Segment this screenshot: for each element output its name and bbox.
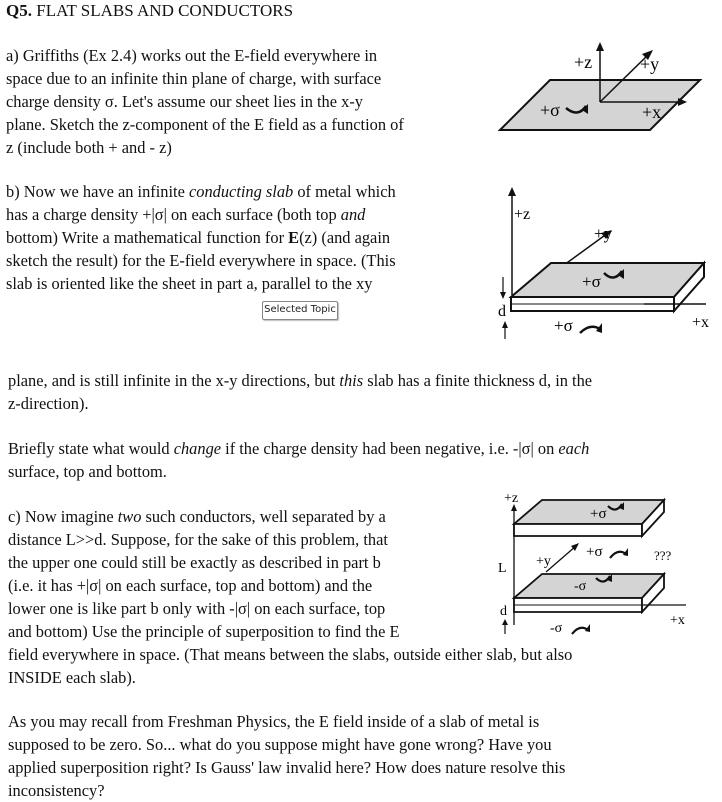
unknown-label: ??? <box>654 548 672 563</box>
separation-label: L <box>498 561 507 576</box>
sheet-figure <box>490 40 715 140</box>
sigma-lower-bottom-label: -σ <box>550 621 563 636</box>
two-slabs-figure <box>494 490 719 640</box>
sigma-top-label: +σ <box>582 272 601 291</box>
sigma-bottom-label: +σ <box>554 316 573 335</box>
slab-figure <box>494 185 719 345</box>
slab-top-face <box>511 263 704 297</box>
y-label: +y <box>536 554 551 569</box>
part-a-line: plane. Sketch the z-component of the E field as a function of <box>6 115 404 134</box>
thickness-label: d <box>500 604 507 619</box>
part-c-continued: field everywhere in space. (That means between the slabs, outside either slab, but also INSIDE each slab). <box>8 645 573 687</box>
thickness-label: d <box>498 303 506 320</box>
y-label: +y <box>640 54 660 74</box>
thickness-arrowhead-top <box>500 292 506 299</box>
selected-topic-tooltip[interactable]: Selected Topic <box>262 301 338 320</box>
page-title: Q5. FLAT SLABS AND CONDUCTORS <box>6 1 294 20</box>
upper-slab-top-face <box>514 500 664 524</box>
part-a <box>6 44 480 159</box>
z-label: +z <box>504 491 519 506</box>
y-label: +y <box>594 224 613 243</box>
x-label: +x <box>692 314 710 331</box>
closing-question: As you may recall from Freshman Physics, the E field inside of a slab of metal is supposed to be zero. So... what do you suppose might have gone wrong? Have you applied superposition right? Is Gauss' law invalid here? How does nature resolve this inconsistency? <box>8 712 566 800</box>
lower-slab-top-face <box>514 574 664 598</box>
part-c: c) Now imagine two such conductors, well separated by a distance L>>d. Suppose, for the sake of this problem, that the upper one could still be exactly as described in part b (i.e. it has +|σ| on each surface, top and bottom) and the lower one is like part b only with -|σ| on each surface, top and bottom) Use the principle of superposition to find the E <box>8 507 400 641</box>
part-a-line: charge density σ. Let's assume our sheet lies in the x-y <box>6 92 363 111</box>
x-label: +x <box>670 613 685 628</box>
thickness-arrowhead-bottom <box>502 619 508 625</box>
sigma-upper-top-label: +σ <box>590 506 607 522</box>
sigma-upper-bottom-label: +σ <box>586 544 603 560</box>
thickness-arrowhead-bottom <box>502 321 508 328</box>
sigma-lower-top-label: -σ <box>574 579 587 594</box>
negative-charge-question: Briefly state what would change if the charge density had been negative, i.e. -|σ| on each surface, top and bottom. <box>8 439 590 481</box>
part-b: b) Now we have an infinite conducting slab of metal which has a charge density +|σ| on each surface (both top and bottom) Write a mathematical function for E(z) (and again sketch the result) for the E-field everywhere in space. (This slab is oriented like the sheet in part a, parallel to the xy <box>6 182 396 293</box>
z-arrowhead <box>596 42 604 51</box>
x-arrowhead <box>678 98 687 106</box>
part-a-line: a) Griffiths (Ex 2.4) works out the E-field everywhere in <box>6 46 378 65</box>
sigma-label: +σ <box>540 100 560 120</box>
part-b-continued: plane, and is still infinite in the x-y directions, but this slab has a finite thickness d, in the z-direction). <box>8 371 593 413</box>
part-a-line: space due to an infinite thin plane of charge, with surface <box>6 69 382 88</box>
part-a-line: z (include both + and - z) <box>6 138 172 157</box>
z-label: +z <box>574 52 593 72</box>
z-label: +z <box>514 206 531 223</box>
upper-slab-front-face <box>514 524 642 536</box>
z-arrowhead <box>508 187 516 196</box>
x-label: +x <box>642 102 662 122</box>
